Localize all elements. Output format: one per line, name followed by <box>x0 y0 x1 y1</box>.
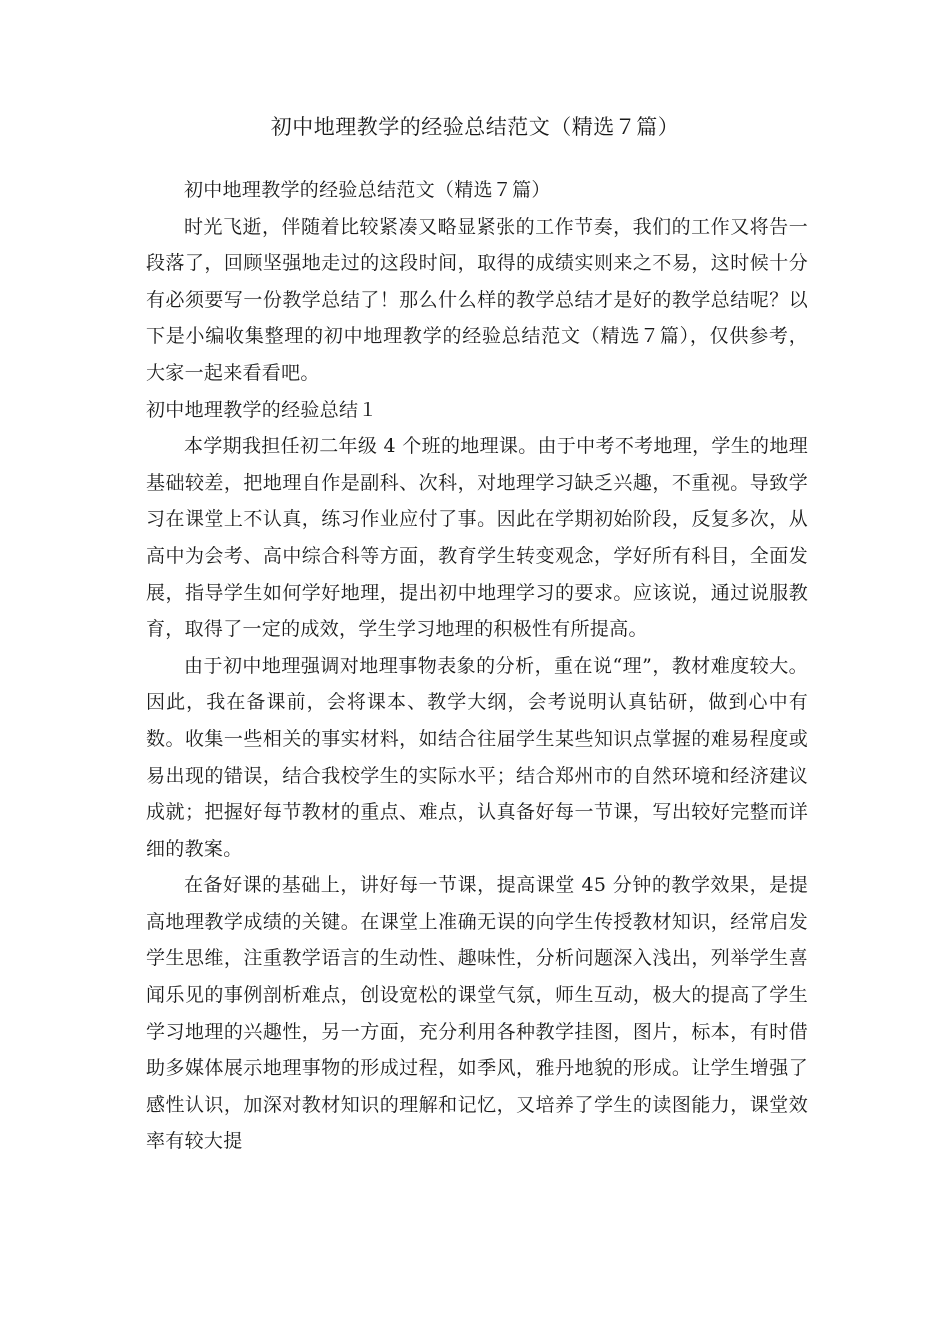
paragraph-2: 由于初中地理强调对地理事物表象的分析，重在说“理”，教材难度较大。因此，我在备课前，会将课本、教学大纲，会考说明认真钻研，做到心中有数。收集一些相关的事实材料，如结合往届学生某些知识点掌握的难易程度或易出现的错误，结合我校学生的实际水平；结合郑州市的自然环境和经济建议成就；把握好每节教材的重点、难点，认真备好每一节课，写出较好完整而详细的教案。 <box>146 654 808 860</box>
document-title: 初中地理教学的经验总结范文（精选７篇） <box>270 115 680 139</box>
document-body <box>146 172 808 1160</box>
paragraph-1: 本学期我担任初二年级 4 个班的地理课。由于中考不考地理，学生的地理基础较差，把地理自作是副科、次科，对地理学习缺乏兴趣，不重视。导致学习在课堂上不认真，练习作业应付了事。因此在学期初始阶段，反复多次，从高中为会考、高中综合科等方面，教育学生转变观念，学好所有科目，全面发展，指导学生如何学好地理，提出初中地理学习的要求。应该说，通过说服教育，取得了一定的成效，学生学习地理的积极性有所提高。 <box>146 435 808 641</box>
paragraph-3: 在备好课的基础上，讲好每一节课，提高课堂 45 分钟的教学效果，是提高地理教学成绩的关键。在课堂上准确无误的向学生传授教材知识，经常启发学生思维，注重教学语言的生动性、趣味性，分析问题深入浅出，列举学生喜闻乐见的事例剖析难点，创设宽松的课堂气氛，师生互动，极大的提高了学生学习地理的兴趣性，另一方面，充分利用各种教学挂图，图片，标本，有时借助多媒体展示地理事物的形成过程，如季风，雅丹地貌的形成。让学生增强了感性认识，加深对教材知识的理解和记忆，又培养了学生的读图能力，课堂效率有较大提 <box>146 874 808 1153</box>
paragraph-intro: 时光飞逝，伴随着比较紧凑又略显紧张的工作节奏，我们的工作又将告一段落了，回顾坚强地走过的这段时间，取得的成绩实则来之不易，这时候十分有必须要写一份教学总结了！那么什么样的教学总结才是好的教学总结呢？以下是小编收集整理的初中地理教学的经验总结范文（精选７篇），仅供参考，大家一起来看看吧。 <box>146 215 808 384</box>
section-heading: 初中地理教学的经验总结１ <box>146 398 378 421</box>
paragraph-subtitle: 初中地理教学的经验总结范文（精选７篇） <box>184 179 551 201</box>
